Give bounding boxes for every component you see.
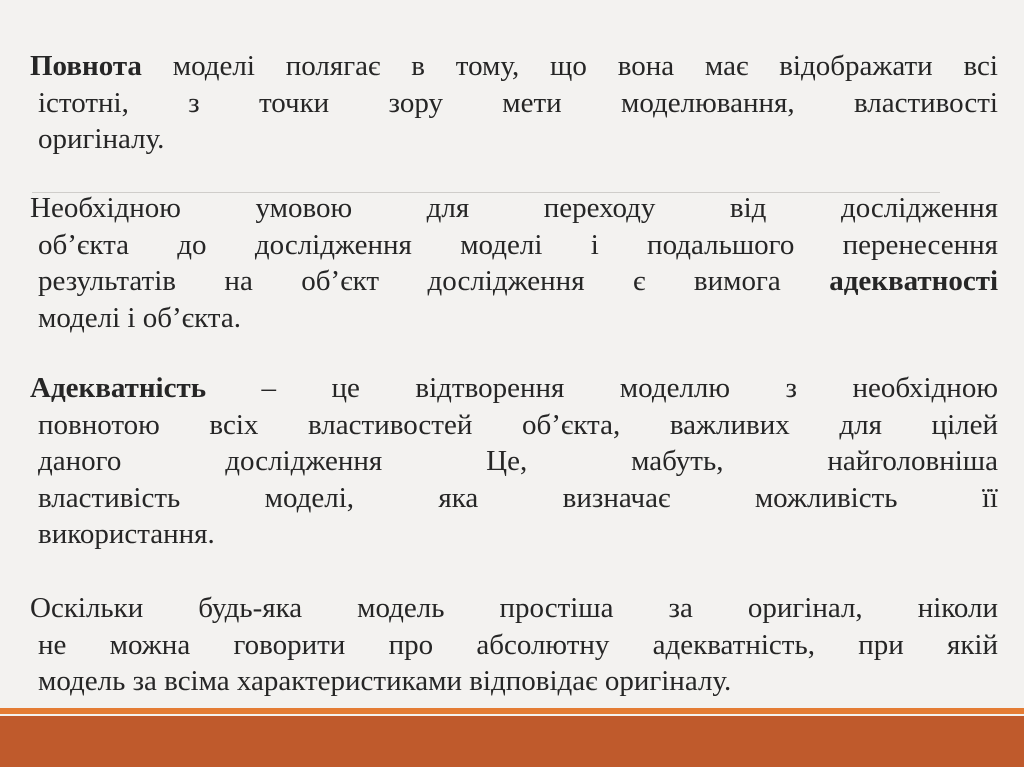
paragraph-line: модель за всіма характеристиками відповідає оригіналу. [38, 665, 732, 698]
term-adequacy: адекватності [780, 265, 999, 298]
paragraph-line: Оскільки будь-яка модель простіша за оригінал, ніколи [30, 592, 998, 624]
paragraph-line [30, 48, 998, 85]
paragraph-completeness [30, 48, 998, 158]
line-text: – це відтворення моделлю з необхідною [206, 372, 998, 404]
paragraph-line: використання. [38, 518, 215, 551]
footer-band [0, 716, 1024, 767]
paragraph-line: Необхідною умовою для переходу від дослідження [30, 192, 998, 224]
paragraph-absolute-adequacy [30, 590, 998, 700]
paragraph-line: моделі і об’єкта. [38, 301, 241, 334]
paragraph-adequacy-requirement [30, 190, 998, 336]
paragraph-line [30, 370, 998, 407]
term-completeness: Повнота [30, 50, 142, 82]
paragraph-line: повнотою всіх властивостей об’єкта, важливих для цілей [38, 408, 998, 441]
line-text: результатів на об’єкт дослідження є вимога [38, 265, 781, 298]
line-text: моделі полягає в тому, що вона має відображати всі [141, 50, 998, 82]
paragraph-line [30, 263, 998, 300]
paragraph-adequacy-definition [30, 370, 998, 553]
footer-accent-stripe [0, 708, 1024, 714]
paragraph-line: властивість моделі, яка визначає можливість її [38, 481, 998, 514]
paragraph-line: не можна говорити про абсолютну адекватність, при якій [38, 628, 998, 661]
paragraph-line: істотні, з точки зору мети моделювання, властивості [38, 86, 998, 119]
paragraph-line: об’єкта до дослідження моделі і подальшого перенесення [38, 228, 998, 261]
paragraph-line: даного дослідження Це, мабуть, найголовніша [38, 445, 998, 478]
paragraph-line: оригіналу. [38, 123, 165, 156]
term-adequacy-definition: Адекватність [30, 372, 207, 404]
